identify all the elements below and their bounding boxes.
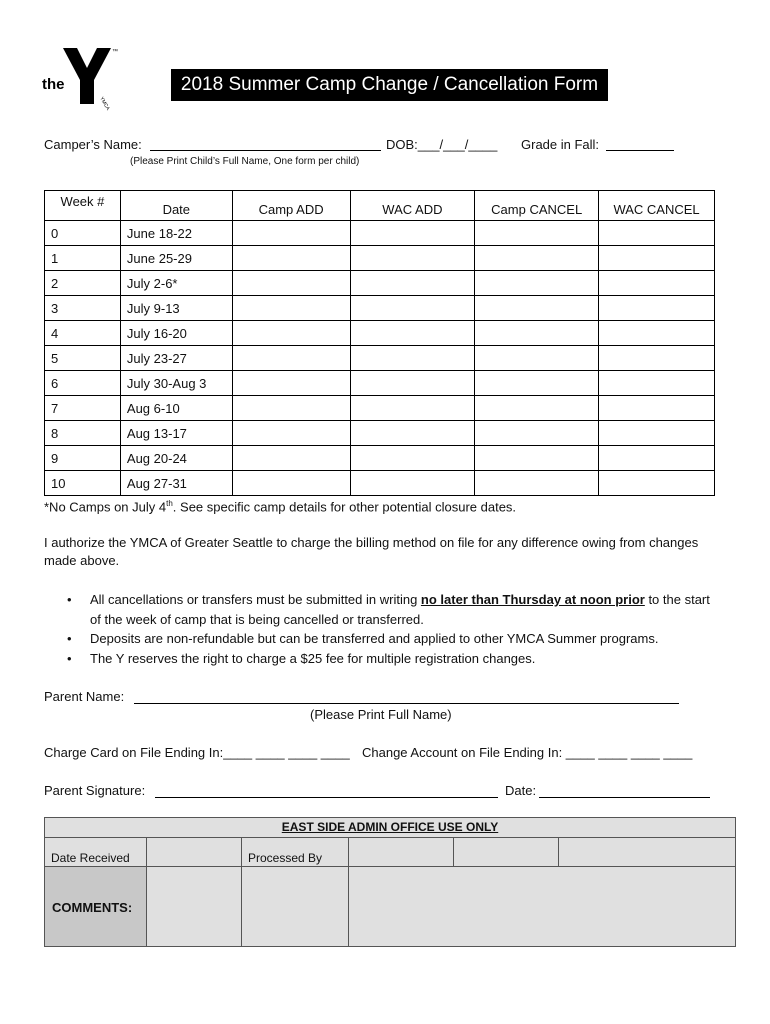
wac-add-cell[interactable] xyxy=(350,246,475,271)
header-wac-add: WAC ADD xyxy=(350,191,475,221)
date-received-cell xyxy=(45,838,147,866)
date-received-label: Date Received xyxy=(51,851,130,865)
office-field[interactable] xyxy=(559,838,735,866)
signature-label: Parent Signature: xyxy=(44,783,146,798)
grade-label: Grade in Fall: xyxy=(521,137,600,152)
footnote-post: . See specific camp details for other potential closure dates. xyxy=(172,499,517,515)
processed-by-field[interactable] xyxy=(349,838,454,866)
camp-cancel-cell[interactable] xyxy=(475,221,599,246)
office-row xyxy=(45,838,735,867)
week-date: July 2-6* xyxy=(120,271,232,296)
camp-cancel-cell[interactable] xyxy=(475,371,599,396)
wac-add-cell[interactable] xyxy=(350,221,475,246)
wac-cancel-cell[interactable] xyxy=(599,346,715,371)
bullet-icon: • xyxy=(67,592,72,607)
parent-name-field[interactable] xyxy=(134,689,679,704)
camp-cancel-cell[interactable] xyxy=(475,346,599,371)
camp-cancel-cell[interactable] xyxy=(475,321,599,346)
wac-cancel-cell[interactable] xyxy=(599,296,715,321)
wac-cancel-cell[interactable] xyxy=(599,446,715,471)
camp-add-cell[interactable] xyxy=(232,221,350,246)
comments-field[interactable] xyxy=(349,867,734,946)
weeks-header-row xyxy=(45,191,715,221)
logo-tm: ™ xyxy=(112,49,118,55)
week-date: Aug 6-10 xyxy=(120,396,232,421)
rule-text: All cancellations or transfers must be submitted in writing xyxy=(90,592,421,607)
rules-list xyxy=(44,590,724,668)
camper-note: (Please Print Child’s Full Name, One form per child) xyxy=(130,156,360,167)
camper-name-field[interactable] xyxy=(150,137,381,151)
week-number: 7 xyxy=(45,396,121,421)
comments-cell xyxy=(45,867,147,946)
table-row xyxy=(45,471,715,496)
date-label: Date: xyxy=(505,783,537,798)
wac-add-cell[interactable] xyxy=(350,446,475,471)
camp-cancel-cell[interactable] xyxy=(475,421,599,446)
table-row xyxy=(45,446,715,471)
wac-cancel-cell[interactable] xyxy=(599,221,715,246)
logo-small: YMCA xyxy=(98,96,111,112)
header-week: Week # xyxy=(45,191,121,221)
table-row xyxy=(45,346,715,371)
camp-add-cell[interactable] xyxy=(232,471,350,496)
table-row xyxy=(45,271,715,296)
date-received-field[interactable] xyxy=(147,838,242,866)
week-date: July 30-Aug 3 xyxy=(120,371,232,396)
week-date: July 23-27 xyxy=(120,346,232,371)
week-number: 10 xyxy=(45,471,121,496)
camp-add-cell[interactable] xyxy=(232,321,350,346)
form-title: 2018 Summer Camp Change / Cancellation Form xyxy=(171,69,608,101)
camp-add-cell[interactable] xyxy=(232,371,350,396)
camp-add-cell[interactable] xyxy=(232,446,350,471)
rule-emphasis: no later than Thursday at noon prior xyxy=(420,592,645,607)
week-number: 9 xyxy=(45,446,121,471)
processed-by-cell xyxy=(242,838,349,866)
wac-cancel-cell[interactable] xyxy=(599,371,715,396)
office-use-box xyxy=(44,817,736,947)
camp-cancel-cell[interactable] xyxy=(475,296,599,321)
week-number: 2 xyxy=(45,271,121,296)
week-number: 0 xyxy=(45,221,121,246)
wac-cancel-cell[interactable] xyxy=(599,271,715,296)
ymca-logo xyxy=(40,44,130,112)
week-number: 6 xyxy=(45,371,121,396)
signature-field[interactable] xyxy=(155,783,498,798)
week-date: Aug 20-24 xyxy=(120,446,232,471)
comments-field[interactable] xyxy=(147,867,242,946)
wac-add-cell[interactable] xyxy=(350,371,475,396)
rule-item xyxy=(44,649,724,669)
rule-text: Deposits are non-refundable but can be transferred and applied to other YMCA Summer programs. xyxy=(90,631,659,646)
camp-cancel-cell[interactable] xyxy=(475,471,599,496)
comments-row xyxy=(45,867,735,946)
logo-word: the xyxy=(42,76,65,93)
camp-add-cell[interactable] xyxy=(232,421,350,446)
office-field[interactable] xyxy=(454,838,559,866)
date-field[interactable] xyxy=(539,783,710,798)
camp-cancel-cell[interactable] xyxy=(475,396,599,421)
wac-add-cell[interactable] xyxy=(350,471,475,496)
table-row xyxy=(45,421,715,446)
header-date: Date xyxy=(120,191,232,221)
week-date: Aug 27-31 xyxy=(120,471,232,496)
camp-cancel-cell[interactable] xyxy=(475,246,599,271)
header-camp-cancel: Camp CANCEL xyxy=(475,191,599,221)
camp-cancel-cell[interactable] xyxy=(475,271,599,296)
week-number: 4 xyxy=(45,321,121,346)
change-account-field[interactable]: Change Account on File Ending In: ____ ____ ____ ____ xyxy=(362,745,693,760)
wac-add-cell[interactable] xyxy=(350,421,475,446)
camp-add-cell[interactable] xyxy=(232,246,350,271)
header-wac-cancel: WAC CANCEL xyxy=(599,191,715,221)
wac-cancel-cell[interactable] xyxy=(599,421,715,446)
wac-cancel-cell[interactable] xyxy=(599,321,715,346)
table-row xyxy=(45,246,715,271)
dob-field[interactable]: DOB:___/___/____ xyxy=(386,137,498,152)
bullet-icon: • xyxy=(67,631,72,646)
table-row xyxy=(45,221,715,246)
footnote xyxy=(44,495,516,516)
wac-cancel-cell[interactable] xyxy=(599,246,715,271)
table-row xyxy=(45,321,715,346)
wac-add-cell[interactable] xyxy=(350,396,475,421)
comments-field[interactable] xyxy=(242,867,349,946)
footnote-pre: *No Camps on July 4 xyxy=(44,499,167,515)
table-row xyxy=(45,296,715,321)
rule-text: The Y reserves the right to charge a $25 fee for multiple registration changes. xyxy=(90,650,536,666)
grade-field[interactable] xyxy=(606,137,674,151)
week-date: July 16-20 xyxy=(120,321,232,346)
parent-name-note: (Please Print Full Name) xyxy=(310,707,452,722)
authorize-text: I authorize the YMCA of Greater Seattle to charge the billing method on file for any difference owing from changes made above. xyxy=(44,535,699,568)
camper-name-label: Camper’s Name: xyxy=(44,137,142,152)
footnote-sup: th xyxy=(166,499,173,508)
comments-label: COMMENTS: xyxy=(52,900,133,915)
office-header: EAST SIDE ADMIN OFFICE USE ONLY xyxy=(45,818,735,838)
wac-add-cell[interactable] xyxy=(350,296,475,321)
parent-name-label: Parent Name: xyxy=(44,689,125,704)
week-number: 3 xyxy=(45,296,121,321)
camp-add-cell[interactable] xyxy=(232,271,350,296)
week-date: June 18-22 xyxy=(120,221,232,246)
week-date: June 25-29 xyxy=(120,246,232,271)
weeks-table xyxy=(44,190,715,496)
processed-by-label: Processed By xyxy=(248,851,323,865)
camp-add-cell[interactable] xyxy=(232,296,350,321)
rule-item xyxy=(44,629,724,649)
week-date: Aug 13-17 xyxy=(120,421,232,446)
week-number: 5 xyxy=(45,346,121,371)
week-number: 8 xyxy=(45,421,121,446)
wac-add-cell[interactable] xyxy=(350,271,475,296)
wac-add-cell[interactable] xyxy=(350,321,475,346)
camp-add-cell[interactable] xyxy=(232,346,350,371)
week-number: 1 xyxy=(45,246,121,271)
wac-add-cell[interactable] xyxy=(350,346,475,371)
camp-cancel-cell[interactable] xyxy=(475,446,599,471)
table-row xyxy=(45,396,715,421)
bullet-icon: • xyxy=(67,650,72,666)
rule-text: to the start of the week of camp that is being cancelled or transferred. xyxy=(90,592,710,627)
header-camp-add: Camp ADD xyxy=(232,191,350,221)
week-date: July 9-13 xyxy=(120,296,232,321)
wac-cancel-cell[interactable] xyxy=(599,471,715,496)
table-row xyxy=(45,371,715,396)
rule-item xyxy=(44,590,724,629)
camp-add-cell[interactable] xyxy=(232,396,350,421)
wac-cancel-cell[interactable] xyxy=(599,396,715,421)
charge-card-field[interactable]: Charge Card on File Ending In:____ ____ ____ ____ xyxy=(44,745,350,760)
